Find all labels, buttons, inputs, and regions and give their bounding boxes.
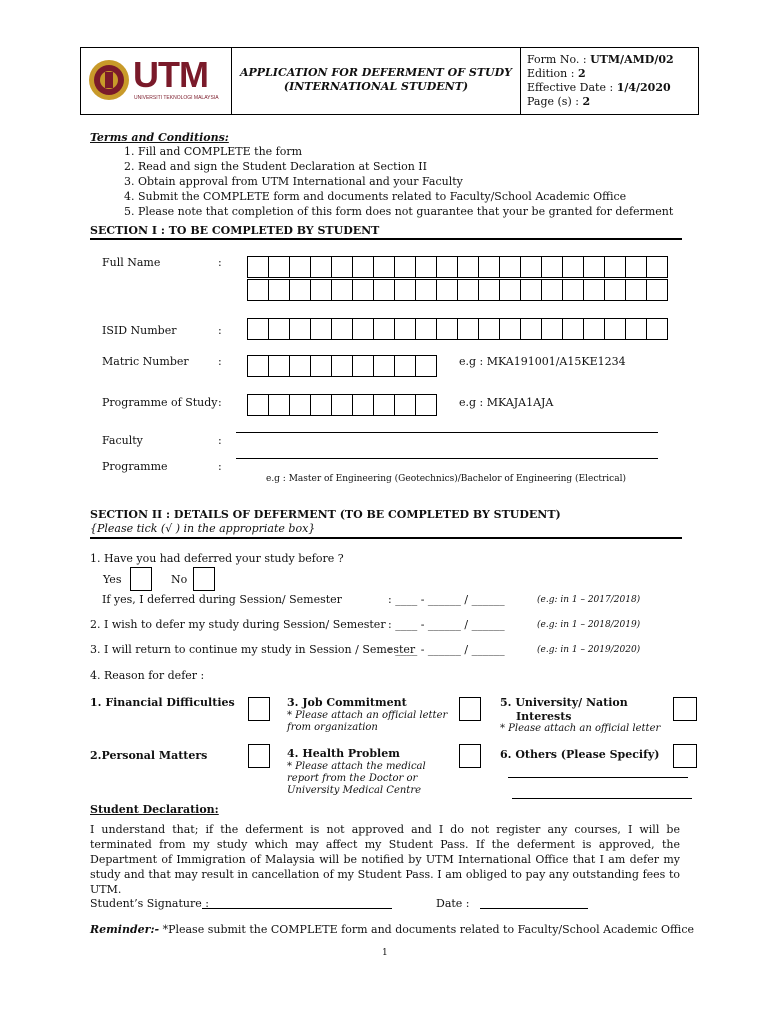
reminder-label: Reminder:- (90, 923, 160, 936)
reason-job-label: 3. Job Commitment (287, 696, 407, 709)
section2-subtitle: {Please tick (√ ) in the appropriate box} (90, 522, 316, 535)
logo-subtext: UNIVERSITI TEKNOLOGI MALAYSIA (134, 95, 219, 101)
form-no: Form No. : UTM/AMD/02 (527, 53, 674, 66)
logo-cell (81, 48, 232, 114)
full-name-boxes-row2[interactable] (247, 279, 668, 301)
reason-health-label: 4. Health Problem (287, 747, 400, 760)
reason-financial-checkbox[interactable] (248, 697, 270, 721)
reason-health-note: * Please attach the medical (287, 761, 426, 772)
reason-university-checkbox[interactable] (673, 697, 697, 721)
terms-item: 3. Obtain approval from UTM International and your Faculty (124, 175, 463, 188)
utm-crest-icon (87, 54, 131, 106)
programme-of-study-example: e.g : MKAJA1AJA (459, 396, 554, 409)
terms-title: Terms and Conditions: (90, 131, 229, 144)
reason-university-note: * Please attach an official letter (500, 723, 661, 734)
question-1: 1. Have you had deferred your study before ? (90, 552, 344, 565)
reason-job-note: from organization (287, 722, 378, 733)
reason-personal-label: 2.Personal Matters (90, 749, 208, 762)
question-2: 2. I wish to defer my study during Session/ Semester (90, 618, 386, 631)
reason-university-label: Interests (516, 710, 572, 723)
title-cell (232, 48, 521, 114)
section2-rule (90, 537, 682, 539)
edition: Edition : 2 (527, 67, 586, 80)
full-name-boxes-row1[interactable] (247, 256, 668, 278)
faculty-field[interactable] (236, 432, 658, 433)
reason-financial-label: 1. Financial Difficulties (90, 696, 235, 709)
terms-item: 1. Fill and COMPLETE the form (124, 145, 303, 158)
form-info-cell (521, 48, 698, 114)
reason-personal-checkbox[interactable] (248, 744, 270, 768)
q2-example: (e.g: in 1 – 2018/2019) (537, 620, 641, 630)
no-checkbox[interactable] (193, 567, 215, 591)
reminder-text: *Please submit the COMPLETE form and documents related to Faculty/School Academic Office (159, 923, 694, 936)
faculty-label: Faculty (102, 434, 143, 447)
colon: : (218, 460, 222, 473)
header-table (80, 47, 699, 115)
no-label: No (171, 573, 188, 586)
logo-text: UTM (133, 54, 208, 95)
form-title-line2: (INTERNATIONAL STUDENT) (283, 80, 469, 93)
q1-session-field[interactable]: : ____ - ______ / ______ (388, 593, 505, 606)
q3-session-field[interactable]: : ____ - ______ / ______ (388, 643, 505, 656)
reason-health-checkbox[interactable] (459, 744, 481, 768)
matric-label: Matric Number (102, 355, 189, 368)
colon: : (218, 434, 222, 447)
declaration-title: Student Declaration: (90, 803, 219, 816)
programme-field[interactable] (236, 458, 658, 459)
programme-of-study-label: Programme of Study (102, 396, 218, 409)
terms-list (124, 144, 673, 219)
matric-boxes[interactable] (247, 355, 437, 377)
others-specify-field[interactable] (508, 777, 688, 778)
reason-others-label: 6. Others (Please Specify) (500, 748, 660, 761)
section2-title: SECTION II : DETAILS OF DEFERMENT (TO BE COMPLETED BY STUDENT) (90, 508, 561, 521)
q2-session-field[interactable]: : ____ - ______ / ______ (388, 618, 505, 631)
others-specify-field[interactable] (512, 798, 692, 799)
page-count: Page (s) : 2 (527, 95, 591, 108)
declaration-text: I understand that; if the deferment is not approved and I do not register any courses, I will be terminated from my study which may affect my Student Pass. If the deferment is approved, the Department of Immigration of Malaysia will be notified by UTM International Office that I am defer my study and that may result in cancellation of my Student Pass. I am obliged to pay any outstanding fees to UTM. (90, 823, 680, 896)
yes-label: Yes (103, 573, 122, 586)
effective-date: Effective Date : 1/4/2020 (527, 81, 671, 94)
q1-if-yes: If yes, I deferred during Session/ Semester (102, 593, 342, 606)
reminder (90, 923, 694, 936)
full-name-label: Full Name (102, 256, 161, 269)
yes-checkbox[interactable] (130, 567, 152, 591)
programme-label: Programme (102, 460, 168, 473)
reason-others-checkbox[interactable] (673, 744, 697, 768)
terms-item: 4. Submit the COMPLETE form and documents related to Faculty/School Academic Office (124, 190, 627, 203)
isid-boxes[interactable] (247, 318, 668, 340)
colon: : (218, 355, 222, 368)
page-number: 1 (382, 948, 388, 958)
reason-health-note: report from the Doctor or (287, 773, 418, 784)
reason-university-label: 5. University/ Nation (500, 696, 628, 709)
signature-label: Student’s Signature : (90, 897, 209, 910)
colon: : (218, 324, 222, 337)
date-label: Date : (436, 897, 470, 910)
programme-example: e.g : Master of Engineering (Geotechnics)/Bachelor of Engineering (Electrical) (266, 474, 626, 484)
question-4: 4. Reason for defer : (90, 669, 205, 682)
q1-example: (e.g: in 1 – 2017/2018) (537, 595, 641, 605)
section1-title: SECTION I : TO BE COMPLETED BY STUDENT (90, 224, 380, 237)
question-3: 3. I will return to continue my study in Session / Semester (90, 643, 416, 656)
reason-job-checkbox[interactable] (459, 697, 481, 721)
terms-item: 2. Read and sign the Student Declaration at Section II (124, 160, 427, 173)
signature-field[interactable] (202, 908, 392, 909)
colon: : (218, 396, 222, 409)
q3-example: (e.g: in 1 – 2019/2020) (537, 645, 641, 655)
form-title-line1: APPLICATION FOR DEFERMENT OF STUDY (239, 66, 513, 79)
matric-example: e.g : MKA191001/A15KE1234 (459, 355, 626, 368)
colon: : (218, 256, 222, 269)
date-field[interactable] (480, 908, 588, 909)
section1-rule (90, 238, 682, 240)
isid-label: ISID Number (102, 324, 177, 337)
terms-item: 5. Please note that completion of this form does not guarantee that your be granted for deferment (124, 205, 674, 218)
reason-job-note: * Please attach an official letter (287, 710, 448, 721)
programme-of-study-boxes[interactable] (247, 394, 437, 416)
reason-health-note: University Medical Centre (287, 785, 422, 796)
